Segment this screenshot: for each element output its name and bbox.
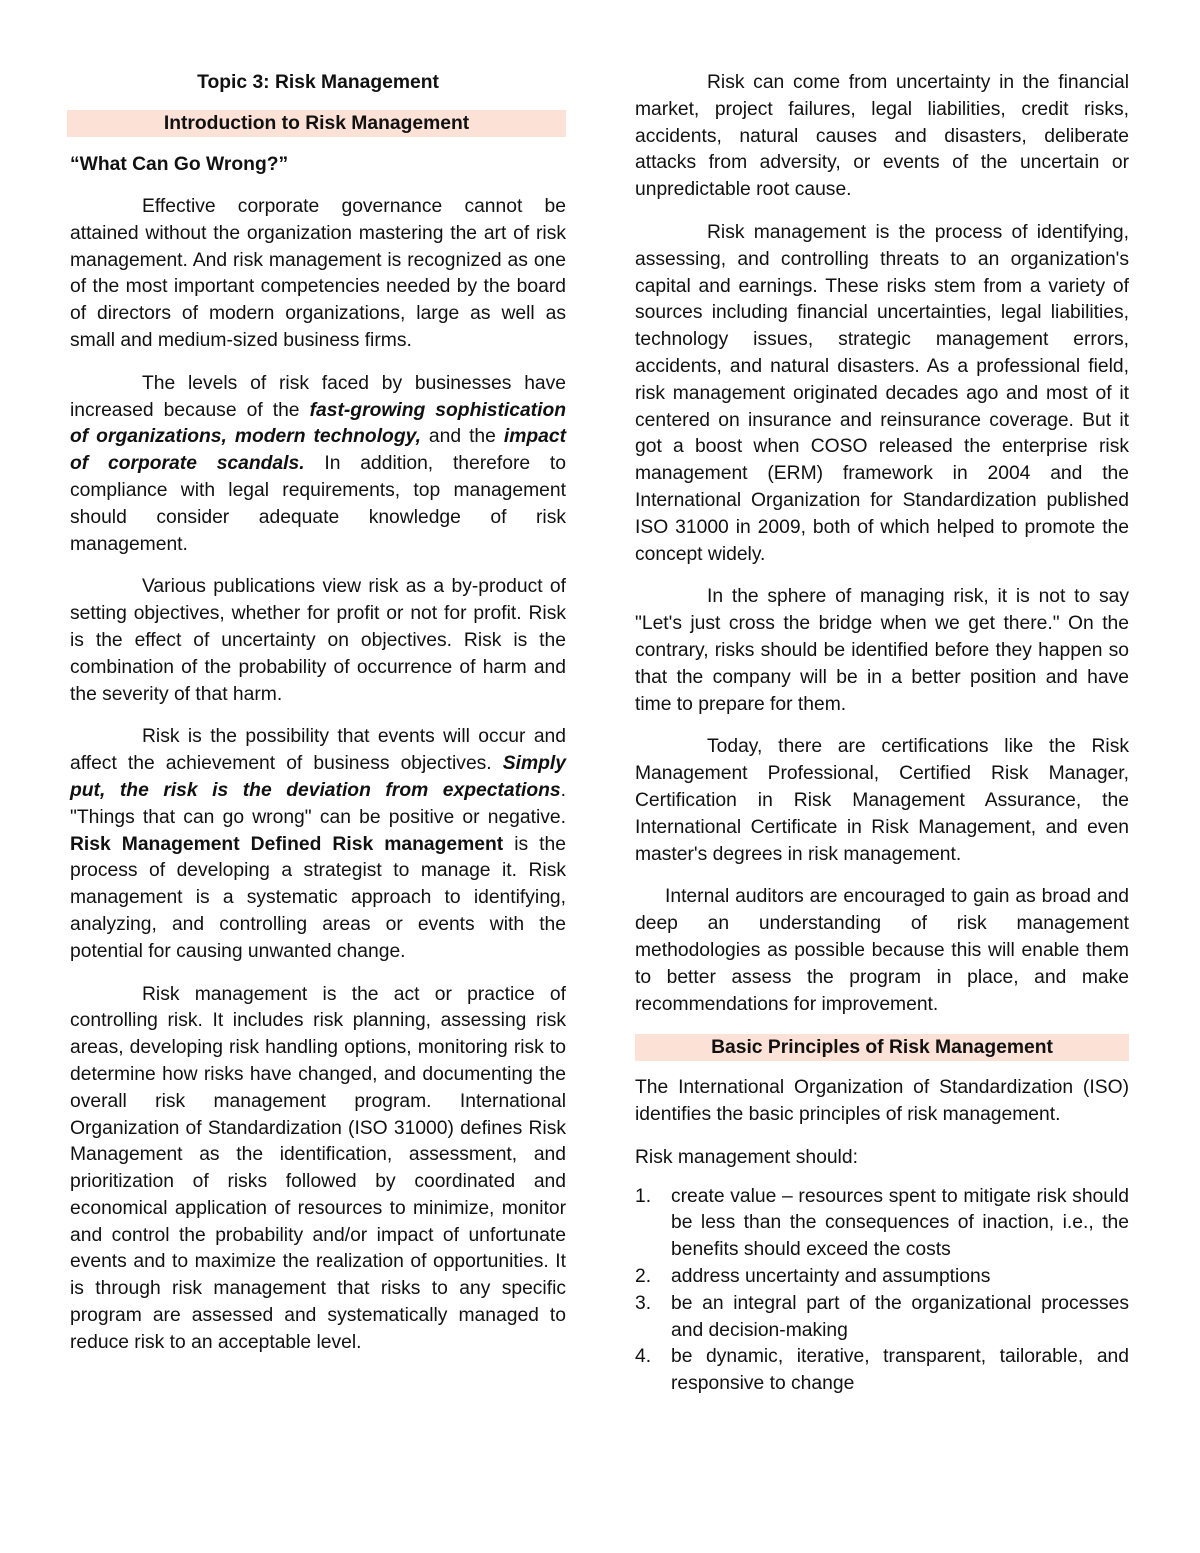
paragraph-governance: Effective corporate governance cannot be attained without the organization mastering the art of risk management. And risk management is recognized as one of the most important competencies needed by the board of directors of modern organizations, large as well as small and medium-sized business firms. xyxy=(70,196,566,351)
list-text: be an integral part of the organizational processes and decision-making xyxy=(671,1292,1129,1341)
principles-list xyxy=(635,1184,1129,1398)
paragraph-certifications: Today, there are certifications like the Risk Management Professional, Certified Risk Manager, Certification in Risk Management Assurance, the International Certificate in Risk Management, and even master's degrees in risk management. xyxy=(635,736,1129,865)
text-run: The levels of risk faced by businesses have increased because of the xyxy=(70,372,566,421)
bold-run: Risk Management Defined Risk management xyxy=(70,833,504,855)
emphasis-run: impact of corporate scandals. xyxy=(70,426,566,475)
list-item xyxy=(635,1184,1129,1264)
text-run: and the xyxy=(420,426,504,448)
list-number: 4. xyxy=(635,1346,652,1368)
right-column xyxy=(635,70,1129,1398)
text-run: In addition, therefore to compliance with legal requirements, top management should consider adequate knowledge of risk management. xyxy=(70,453,566,555)
paragraph-act-or-practice: Risk management is the act or practice of controlling risk. It includes risk planning, assessing risk areas, developing risk handling options, monitoring risk to determine how risks have changed, and documenting the overall risk management program. International Organization of Standardization (ISO 31000) defines Risk Management as the identification, assessment, and prioritization of risks followed by coordinated and economical application of resources to minimize, monitor and control the probability and/or impact of unfortunate events and to maximize the realization of opportunities. It is through risk management that risks to any specific program are assessed and systematically managed to reduce risk to an acceptable level. xyxy=(70,983,566,1353)
paragraph-should: Risk management should: xyxy=(635,1146,858,1168)
paragraph-risk-management-process: Risk management is the process of identifying, assessing, and controlling threats to an organization's capital and earnings. These risks stem from a variety of sources including financial uncertainties, legal liabilities, technology issues, strategic management errors, accidents, and natural disasters. As a professional field, risk management originated decades ago and most of it centered on insurance and reinsurance coverage. But it got a boost when COSO released the enterprise risk management (ERM) framework in 2004 and the International Organization for Standardization published ISO 31000 in 2009, both of which helped to promote the concept widely. xyxy=(635,221,1129,565)
paragraph-iso-principles: The International Organization of Standardization (ISO) identifies the basic principles of risk management. xyxy=(635,1077,1129,1126)
list-item xyxy=(635,1344,1129,1398)
section-heading-introduction: Introduction to Risk Management xyxy=(67,110,566,137)
section-heading-basic-principles: Basic Principles of Risk Management xyxy=(635,1034,1129,1061)
list-number: 3. xyxy=(635,1292,652,1314)
list-number: 2. xyxy=(635,1266,652,1288)
paragraph-sources-of-risk: Risk can come from uncertainty in the financial market, project failures, legal liabilities, credit risks, accidents, natural causes and disasters, deliberate attacks from adversity, or events of the uncertain or unpredictable root cause. xyxy=(635,72,1129,201)
paragraph-internal-auditors: Internal auditors are encouraged to gain as broad and deep an understanding of risk management methodologies as possible because this will enable them to better assess the program in place, and make recommendations for improvement. xyxy=(635,886,1129,1015)
text-run: . "Things that can go wrong" can be positive or negative. xyxy=(70,779,566,828)
list-text: address uncertainty and assumptions xyxy=(671,1266,991,1288)
paragraph-risk-possibility xyxy=(70,724,566,965)
emphasis-run: Simply put, the risk is the deviation from expectations xyxy=(70,753,566,801)
page-title: Topic 3: Risk Management xyxy=(197,72,439,93)
paragraph-publications: Various publications view risk as a by-product of setting objectives, whether for profit or not for profit. Risk is the effect of uncertainty on objectives. Risk is the combination of the probability of occurrence of harm and the severity of that harm. xyxy=(70,576,566,705)
list-item xyxy=(635,1264,1129,1291)
paragraph-sphere-of-managing: In the sphere of managing risk, it is not to say "Let's just cross the bridge when we get there." On the contrary, risks should be identified before they happen so that the company will be in a better position and have time to prepare for them. xyxy=(635,586,1129,715)
list-number: 1. xyxy=(635,1185,652,1207)
left-column xyxy=(70,70,566,1373)
list-text: be dynamic, iterative, transparent, tailorable, and responsive to change xyxy=(671,1346,1129,1395)
list-text: create value – resources spent to mitigate risk should be less than the consequences of inaction, i.e., the benefits should exceed the costs xyxy=(671,1185,1129,1261)
section-subheading: “What Can Go Wrong?” xyxy=(70,154,289,175)
paragraph-levels-of-risk xyxy=(70,371,566,559)
emphasis-run: fast-growing sophistication of organizations, modern technology, xyxy=(70,399,566,448)
text-run: Risk is the possibility that events will occur and affect the achievement of business objectives. xyxy=(70,726,566,775)
text-run: is the process of developing a strategist to manage it. Risk management is a systematic approach to identifying, analyzing, and controlling areas or events with the potential for causing unwanted change. xyxy=(70,833,566,962)
list-item xyxy=(635,1291,1129,1345)
